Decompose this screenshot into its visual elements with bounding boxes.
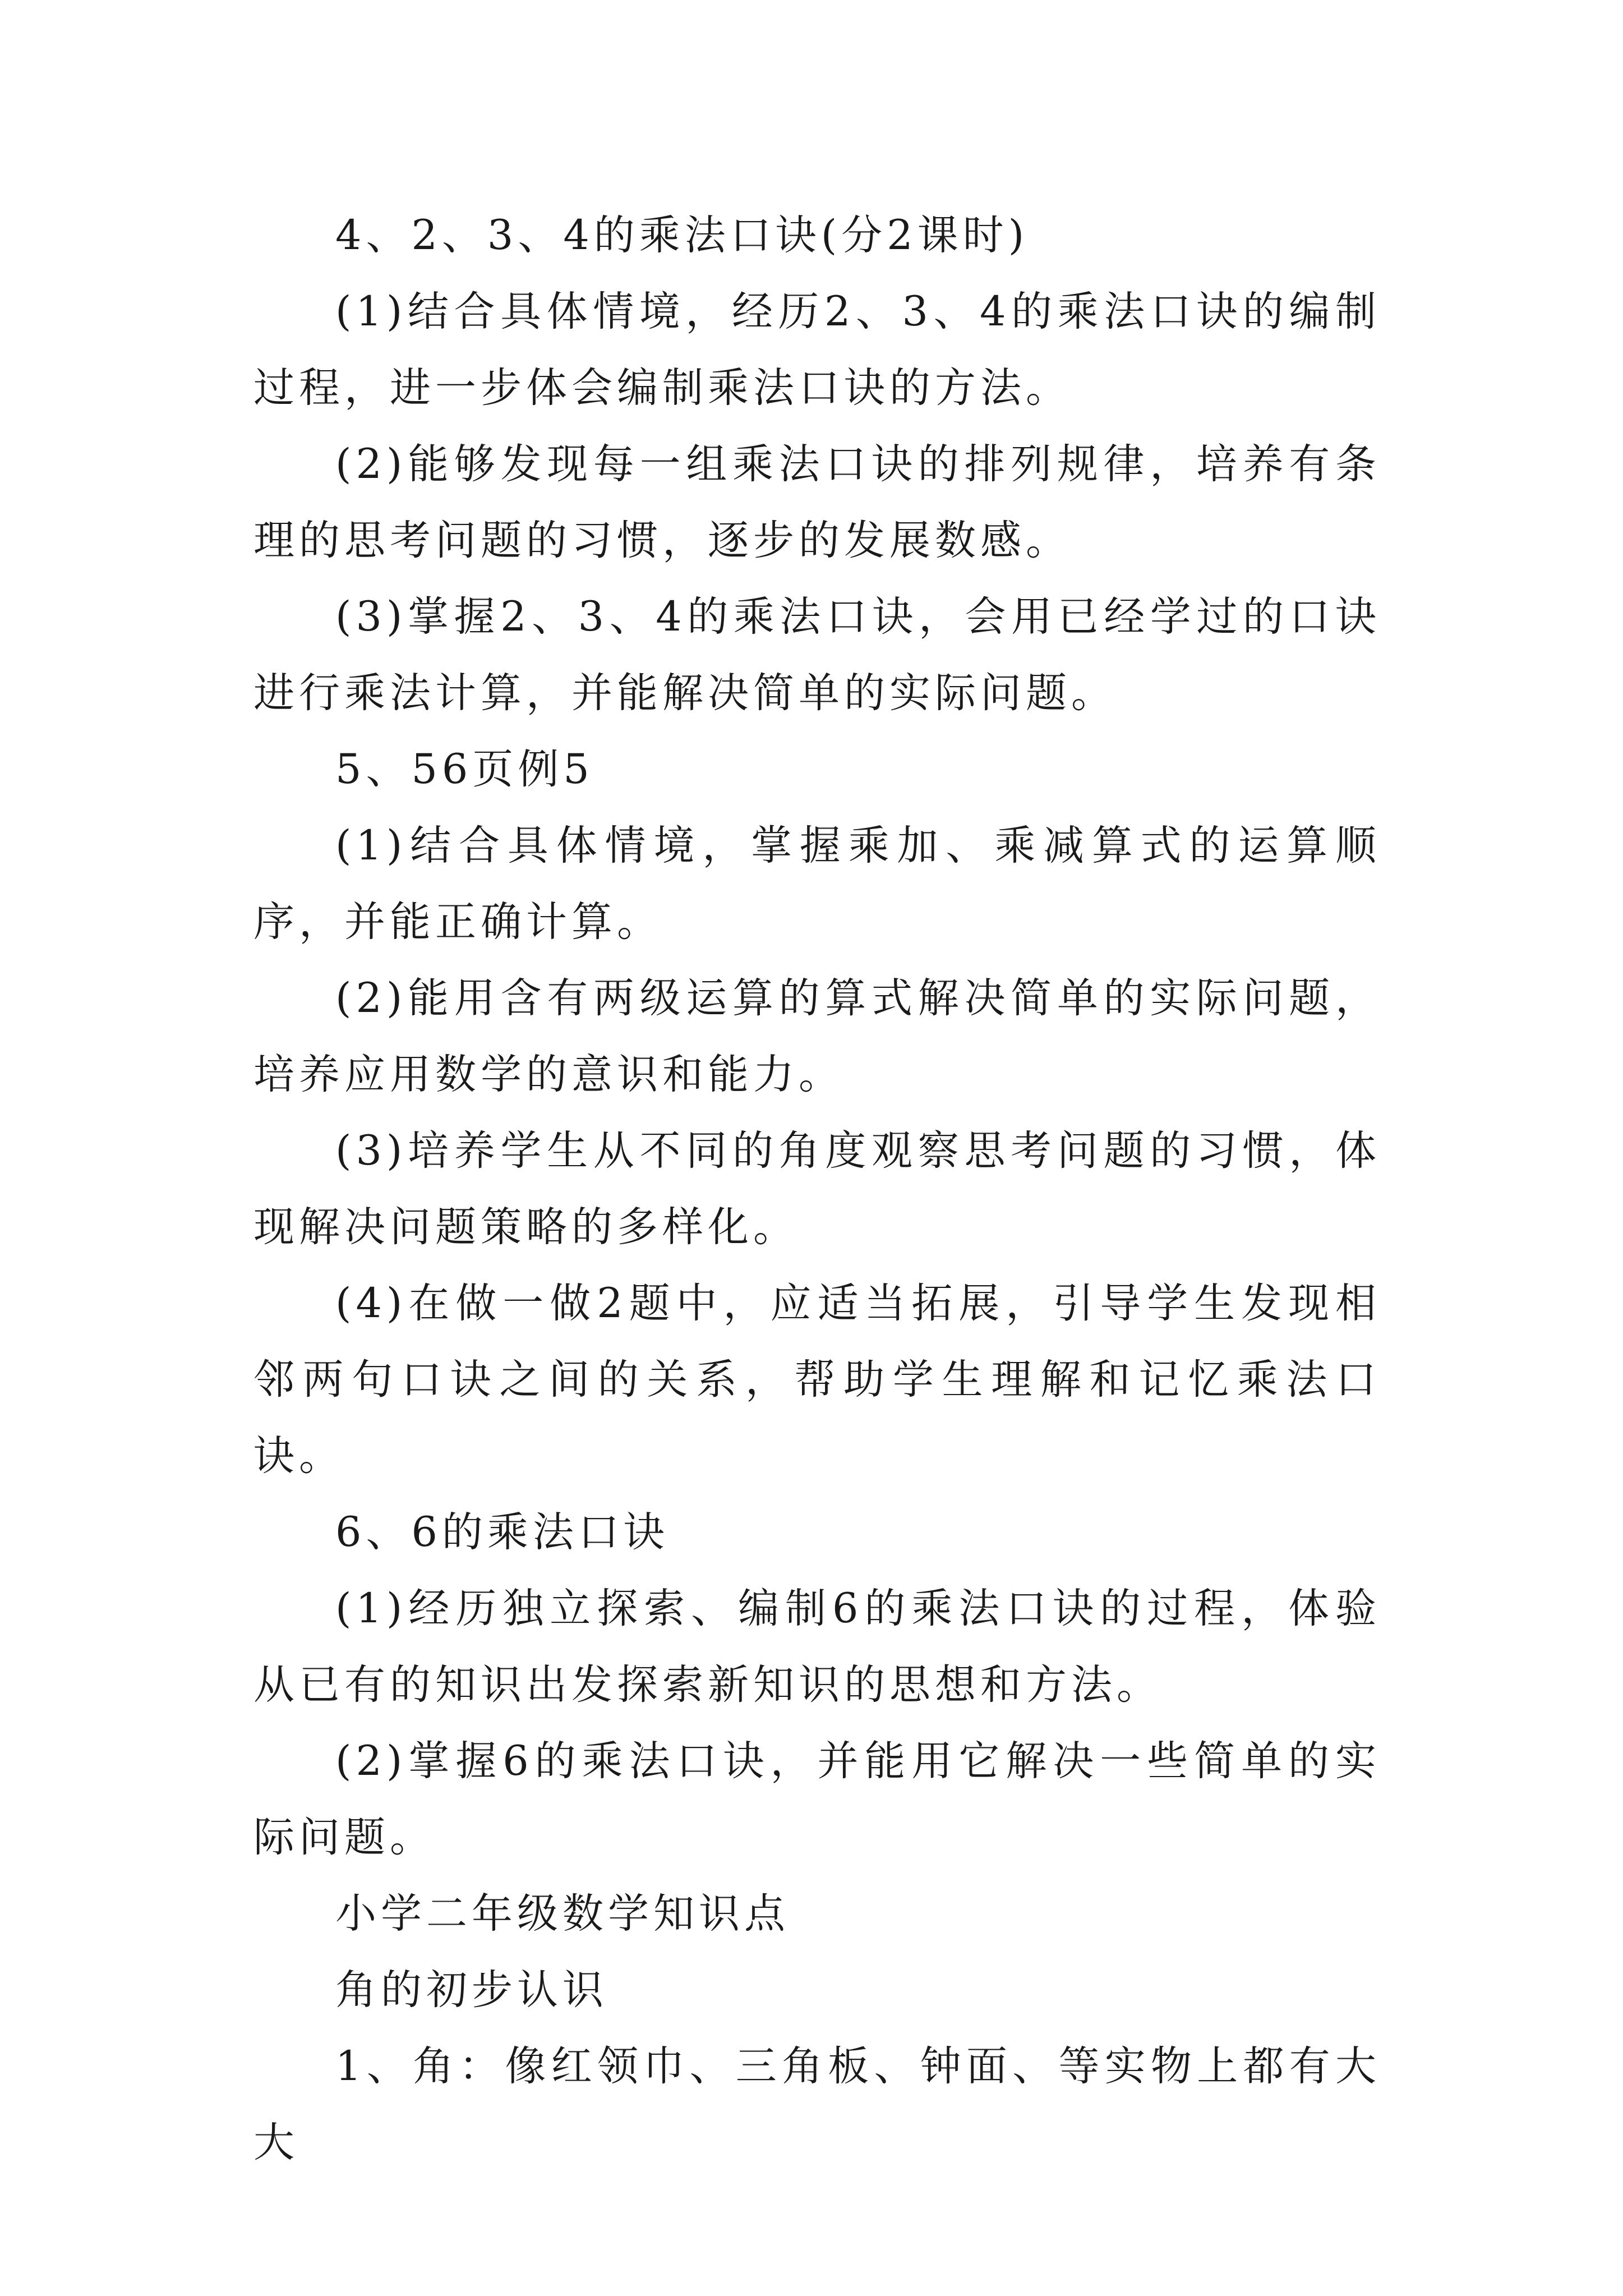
paragraph: (3)掌握2、3、4的乘法口诀，会用已经学过的口诀进行乘法计算，并能解决简单的实际问题。	[253, 593, 1381, 717]
paragraph: (1)结合具体情境，掌握乘加、乘减算式的运算顺序，并能正确计算。	[253, 822, 1381, 946]
paragraph: (3)培养学生从不同的角度观察思考问题的习惯，体现解决问题策略的多样化。	[253, 1127, 1381, 1251]
document-body	[253, 197, 1381, 2181]
section-heading-example-5: 5、56页例5	[335, 746, 594, 793]
section-heading-multiplication-2-3-4: 4、2、3、4的乘法口诀(分2课时)	[335, 211, 1029, 259]
section-heading-grade2-knowledge: 小学二年级数学知识点	[335, 1890, 790, 1938]
paragraph: (2)能够发现每一组乘法口诀的排列规律，培养有条理的思考问题的习惯，逐步的发展数感。	[253, 440, 1381, 564]
section-heading-multiplication-6: 6、6的乘法口诀	[335, 1508, 669, 1556]
section-heading-angles: 角的初步认识	[335, 1966, 608, 2014]
paragraph: (2)能用含有两级运算的算式解决简单的实际问题，培养应用数学的意识和能力。	[253, 974, 1381, 1098]
paragraph: (2)掌握6的乘法口诀，并能用它解决一些简单的实际问题。	[253, 1737, 1381, 1861]
paragraph: (1)结合具体情境，经历2、3、4的乘法口诀的编制过程，进一步体会编制乘法口诀的方法。	[253, 288, 1381, 412]
paragraph: (1)经历独立探索、编制6的乘法口诀的过程，体验从已有的知识出发探索新知识的思想和方法。	[253, 1585, 1381, 1709]
paragraph: (4)在做一做2题中，应适当拓展，引导学生发现相邻两句口诀之间的关系，帮助学生理解和记忆乘法口诀。	[253, 1280, 1381, 1480]
paragraph: 1、角：像红领巾、三角板、钟面、等实物上都有大大	[253, 2042, 1381, 2166]
